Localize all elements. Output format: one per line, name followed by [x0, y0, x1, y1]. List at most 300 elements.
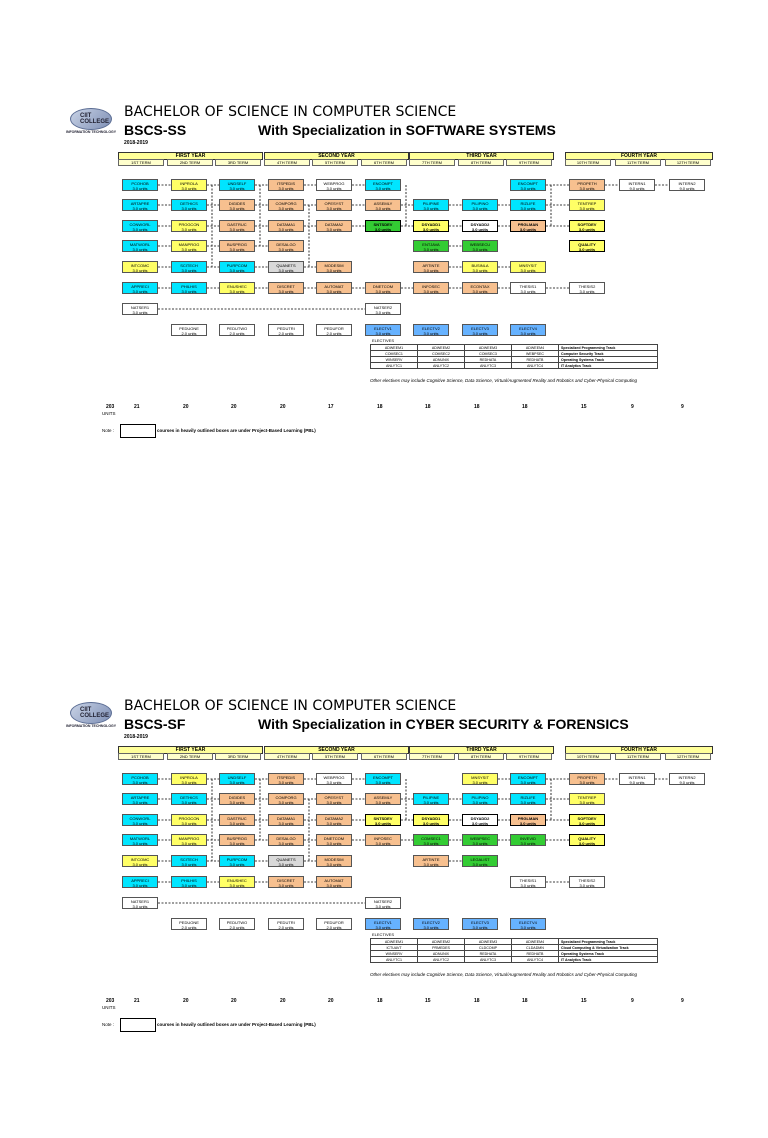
course-box [510, 199, 546, 211]
course-code: DATAMA2 [324, 816, 344, 821]
course-code: PRGLMAN [517, 816, 539, 821]
course-units: 3.0 units [375, 925, 391, 930]
course-units: 3.0 units [375, 289, 391, 294]
course-units: 3.0 units [181, 862, 197, 867]
course-units: 3.0 units [520, 800, 536, 805]
course-code: QUALITY [578, 836, 596, 841]
course-code: MNSYSIT [519, 263, 537, 268]
course-code: ELECTV2 [422, 920, 440, 925]
course-units: 3.0 units [326, 883, 342, 888]
course-code: PEDUONE [179, 326, 199, 331]
course-box [365, 834, 401, 846]
course-units: 9.0 units [679, 780, 695, 785]
course-code: DATAMA1 [276, 816, 296, 821]
course-units: 3.0 units [181, 289, 197, 294]
course-box [219, 773, 255, 785]
course-box [268, 918, 304, 930]
course-code: ELECTV1 [374, 920, 392, 925]
year-header: FOURTH YEAR [565, 746, 713, 754]
course-code: ELECTV4 [519, 326, 537, 331]
course-code: SCITECH [180, 263, 198, 268]
course-box [171, 220, 207, 232]
course-box [316, 773, 352, 785]
course-box [569, 876, 605, 888]
course-code: RIZLIFE [520, 795, 536, 800]
course-units: 3.0 units [423, 331, 439, 336]
course-box [219, 240, 255, 252]
course-code: NATSER2 [373, 305, 393, 310]
elective-code: ADWEEM4 [512, 939, 559, 945]
course-units: 3.0 units [132, 821, 148, 826]
elective-code: ADNUNIX [418, 357, 465, 363]
course-code: MANPROG [178, 836, 200, 841]
term-header: 5TH TERM [312, 753, 358, 760]
year-header: SECOND YEAR [264, 746, 409, 754]
course-units: 3.0 units [278, 862, 294, 867]
course-code: COMPORG [275, 795, 297, 800]
course-units: 3.0 units [132, 268, 148, 273]
course-code: SOFTDEV [577, 816, 597, 821]
program-code: BSCS-SF [124, 716, 186, 732]
course-code: TENTREP [577, 795, 597, 800]
course-code: ENUSHEC [227, 878, 247, 883]
course-units: 3.0 units [374, 821, 392, 826]
course-box [122, 814, 158, 826]
course-units: 3.0 units [326, 780, 342, 785]
course-box [316, 220, 352, 232]
note-text: courses in heavily outlined boxes are under Project-Based Learning (PBL) [157, 1022, 316, 1027]
term-units: 9 [631, 998, 634, 1004]
course-units: 3.0 units [579, 800, 595, 805]
course-units: 3.0 units [423, 268, 439, 273]
course-code: DIGIDES [228, 201, 246, 206]
course-code: MODESIM [324, 857, 344, 862]
course-box [669, 179, 705, 191]
course-code: ITSPEDIS [276, 775, 296, 780]
elective-track: Operating Systems Track [559, 951, 658, 957]
course-box [365, 918, 401, 930]
course-code: WEBSECU [469, 242, 491, 247]
term-header: 9TH TERM [506, 753, 552, 760]
course-units: 2.0 units [326, 925, 342, 930]
course-units: 3.0 units [375, 206, 391, 211]
elective-code: WINSERV [371, 357, 418, 363]
course-code: ITSPEDIS [276, 181, 296, 186]
elective-code: ANLYTC1 [371, 363, 418, 369]
course-units: 3.0 units [229, 206, 245, 211]
course-units: 3.0 units [520, 289, 536, 294]
course-units: 3.0 units [278, 227, 294, 232]
course-units: 9.0 units [629, 780, 645, 785]
course-units: 3.0 units [229, 289, 245, 294]
course-units: 3.0 units [132, 780, 148, 785]
course-code: PHILHIS [181, 878, 197, 883]
year-header: THIRD YEAR [409, 746, 554, 754]
course-box [268, 876, 304, 888]
course-box [569, 220, 605, 232]
course-code: RIZLIFE [520, 201, 536, 206]
course-box [316, 918, 352, 930]
term-units: 9 [631, 404, 634, 410]
term-header: 4TH TERM [264, 753, 310, 760]
course-box [268, 179, 304, 191]
elective-code: ICTUAVT [371, 945, 418, 951]
course-code: MANPROG [178, 242, 200, 247]
course-units: 3.0 units [374, 227, 392, 232]
course-units: 3.0 units [132, 227, 148, 232]
course-code: DETHICS [180, 201, 198, 206]
course-box [316, 282, 352, 294]
course-code: PEDUTWO [226, 326, 248, 331]
course-code: THESIS2 [578, 878, 596, 883]
elective-track: Specialized Programming Track [559, 345, 658, 351]
course-code: OPESYST [324, 795, 344, 800]
course-code: INTERN1 [628, 181, 646, 186]
course-box [413, 220, 449, 232]
term-units: 20 [328, 998, 334, 1004]
course-code: THESIS1 [519, 878, 537, 883]
course-code: ENTJAVA [422, 242, 440, 247]
course-code: BUSPROG [226, 836, 247, 841]
term-units: 20 [183, 404, 189, 410]
course-box [122, 855, 158, 867]
course-code: PHILHIS [181, 284, 197, 289]
course-units: 3.0 units [278, 780, 294, 785]
course-box [510, 324, 546, 336]
course-code: LEGALIST [470, 857, 490, 862]
elective-code: REDHATA [465, 951, 512, 957]
course-units: 3.0 units [181, 780, 197, 785]
course-code: PROGCON [178, 222, 200, 227]
course-units: 3.0 units [278, 841, 294, 846]
course-code: DESALGO [276, 836, 296, 841]
course-box [365, 814, 401, 826]
course-box [462, 918, 498, 930]
course-units: 3.0 units [181, 821, 197, 826]
course-code: PROPETH [577, 775, 597, 780]
course-box [510, 282, 546, 294]
course-code: DESALGO [276, 242, 296, 247]
course-code: INVEVID [519, 836, 536, 841]
course-units: 3.0 units [278, 206, 294, 211]
course-code: ENUSHEC [227, 284, 247, 289]
course-box [268, 324, 304, 336]
course-units: 3.0 units [326, 821, 342, 826]
course-code: DNETCOM [372, 284, 394, 289]
course-box [316, 324, 352, 336]
course-code: DSYADD2 [470, 816, 490, 821]
elective-code: ADWEEM2 [418, 345, 465, 351]
course-code: PCOHOB [131, 181, 149, 186]
term-header: 11TH TERM [615, 753, 661, 760]
course-code: PCOHOB [131, 775, 149, 780]
term-units: 18 [522, 404, 528, 410]
course-box [413, 793, 449, 805]
logo-subtitle: INFORMATION TECHNOLOGY [66, 130, 117, 134]
course-units: 3.0 units [579, 883, 595, 888]
course-units: 3.0 units [132, 904, 148, 909]
course-units: 3.0 units [132, 289, 148, 294]
course-box [413, 282, 449, 294]
course-box [413, 834, 449, 846]
term-units: 18 [425, 404, 431, 410]
course-box [316, 199, 352, 211]
course-code: AUTOMAT [324, 284, 344, 289]
course-code: ECONTAX [470, 284, 490, 289]
term-header: 12TH TERM [665, 753, 711, 760]
course-units: 3.0 units [229, 227, 245, 232]
course-code: WEBPROG [323, 181, 345, 186]
course-code: ELECTV1 [374, 326, 392, 331]
term-header: 7TH TERM [409, 753, 455, 760]
course-box [462, 261, 498, 273]
course-units: 3.0 units [472, 780, 488, 785]
elective-code: ANLYTC4 [512, 957, 559, 963]
course-box [268, 855, 304, 867]
term-units: 18 [377, 404, 383, 410]
course-units: 3.0 units [132, 310, 148, 315]
elective-code: CLDCOMP [465, 945, 512, 951]
course-box [365, 303, 401, 315]
elective-code: ADWEEM4 [512, 345, 559, 351]
course-units: 3.0 units [326, 862, 342, 867]
specialization-title: With Specialization in CYBER SECURITY & FORENSICS [258, 716, 629, 732]
course-box [569, 240, 605, 252]
course-box [462, 199, 498, 211]
course-units: 3.0 units [423, 247, 439, 252]
course-units: 3.0 units [181, 841, 197, 846]
course-box [462, 773, 498, 785]
course-units: 3.0 units [471, 821, 489, 826]
course-code: INTCOMC [130, 263, 150, 268]
elective-code: ANLYTC2 [418, 363, 465, 369]
course-code: ARTINTE [422, 263, 440, 268]
course-box [268, 240, 304, 252]
course-box [171, 834, 207, 846]
course-box [510, 179, 546, 191]
course-box [122, 773, 158, 785]
note-sample-box [120, 424, 156, 438]
course-code: TENTREP [577, 201, 597, 206]
course-code: PEDUONE [179, 920, 199, 925]
course-units: 3.0 units [375, 186, 391, 191]
course-units: 3.0 units [181, 247, 197, 252]
course-box [365, 199, 401, 211]
course-box [462, 240, 498, 252]
course-code: QUANETS [276, 263, 296, 268]
course-units: 3.0 units [422, 821, 440, 826]
academic-year: 2018-2019 [124, 734, 148, 740]
term-header: 10TH TERM [565, 753, 611, 760]
course-box [268, 773, 304, 785]
course-box [462, 793, 498, 805]
course-units: 3.0 units [579, 780, 595, 785]
course-box [122, 240, 158, 252]
course-code: BUSPROG [226, 242, 247, 247]
course-units: 2.0 units [229, 925, 245, 930]
course-box [413, 855, 449, 867]
note-label: Note : [102, 428, 115, 433]
course-box [413, 814, 449, 826]
course-code: PEDUTWO [226, 920, 248, 925]
elective-code: COMSEC2 [418, 351, 465, 357]
course-box [219, 855, 255, 867]
course-box [619, 179, 655, 191]
course-units: 3.0 units [326, 206, 342, 211]
course-code: SNTSDEV [373, 816, 393, 821]
logo-text: CIIT COLLEGE [80, 707, 110, 719]
course-units: 3.0 units [472, 289, 488, 294]
course-code: PILIPINE [422, 795, 440, 800]
course-box [122, 876, 158, 888]
course-code: NATSER1 [130, 899, 150, 904]
elective-code: PRMEDES [418, 945, 465, 951]
course-code: DASTRUC [227, 222, 247, 227]
course-units: 3.0 units [278, 800, 294, 805]
course-units: 3.0 units [520, 883, 536, 888]
course-box [510, 793, 546, 805]
course-code: PEDUTRI [277, 920, 295, 925]
elective-code: ADWEEM1 [371, 345, 418, 351]
course-units: 2.0 units [181, 331, 197, 336]
course-code: INTERN1 [628, 775, 646, 780]
course-units: 3.0 units [578, 227, 596, 232]
course-box [413, 918, 449, 930]
course-units: 3.0 units [579, 206, 595, 211]
course-units: 9.0 units [679, 186, 695, 191]
course-units: 3.0 units [520, 780, 536, 785]
course-code: DASTRUC [227, 816, 247, 821]
term-units: 18 [474, 404, 480, 410]
course-units: 3.0 units [132, 186, 148, 191]
term-units: 9 [681, 998, 684, 1004]
course-units: 3.0 units [229, 883, 245, 888]
course-code: WEBPSEC [469, 836, 490, 841]
course-code: DIGIDES [228, 795, 246, 800]
course-code: PURPCOM [226, 263, 248, 268]
course-box [462, 855, 498, 867]
logo-subtitle: INFORMATION TECHNOLOGY [66, 724, 117, 728]
term-units: 15 [425, 998, 431, 1004]
term-units: 18 [522, 998, 528, 1004]
course-box [171, 179, 207, 191]
course-code: ELECTV4 [519, 920, 537, 925]
course-code: QUANETS [276, 857, 296, 862]
course-box [122, 282, 158, 294]
academic-year: 2018-2019 [124, 140, 148, 146]
course-box [171, 918, 207, 930]
course-units: 3.0 units [520, 841, 536, 846]
course-code: ELECTV3 [471, 326, 489, 331]
note-sample-box [120, 1018, 156, 1032]
course-box [171, 876, 207, 888]
course-box [219, 793, 255, 805]
course-box [510, 876, 546, 888]
elective-track: IT Analytics Track [559, 363, 658, 369]
course-units: 3.0 units [579, 186, 595, 191]
course-box [171, 793, 207, 805]
course-units: 3.0 units [422, 227, 440, 232]
course-units: 2.0 units [326, 331, 342, 336]
course-units: 3.0 units [132, 883, 148, 888]
course-units: 3.0 units [375, 310, 391, 315]
course-units: 3.0 units [375, 331, 391, 336]
course-box [122, 793, 158, 805]
course-code: PROGCON [178, 816, 200, 821]
term-header: 3RD TERM [215, 159, 261, 166]
course-code: ARTINTE [422, 857, 440, 862]
note-text: courses in heavily outlined boxes are under Project-Based Learning (PBL) [157, 428, 316, 433]
specialization-title: With Specialization in SOFTWARE SYSTEMS [258, 122, 556, 138]
course-box [510, 834, 546, 846]
course-code: INPROLA [180, 181, 198, 186]
term-header: 8TH TERM [458, 159, 504, 166]
course-code: SNTSDEV [373, 222, 393, 227]
term-units: 18 [474, 998, 480, 1004]
term-units: 21 [134, 404, 140, 410]
other-electives-note: Other electives may include Cognitive Science, Data Science, Virtual/Augmented Reality and Robotics and Cyber-Physical Computing [370, 378, 637, 383]
course-units: 3.0 units [472, 247, 488, 252]
term-header: 6TH TERM [361, 753, 407, 760]
course-box [268, 261, 304, 273]
term-header: 10TH TERM [565, 159, 611, 166]
course-units: 3.0 units [181, 800, 197, 805]
course-code: INFOSEC [422, 284, 440, 289]
course-box [510, 261, 546, 273]
course-units: 2.0 units [181, 925, 197, 930]
course-units: 2.0 units [229, 331, 245, 336]
course-code: PEDUFOR [324, 326, 344, 331]
course-code: DSYADD2 [470, 222, 490, 227]
course-code: PILIPINO [471, 201, 489, 206]
term-units: 20 [183, 998, 189, 1004]
course-box [171, 855, 207, 867]
note-label: Note : [102, 1022, 115, 1027]
course-box [569, 773, 605, 785]
course-box [316, 876, 352, 888]
term-units: 15 [581, 998, 587, 1004]
course-units: 3.0 units [229, 186, 245, 191]
elective-code: ANLYTC3 [465, 957, 512, 963]
course-units: 3.0 units [132, 247, 148, 252]
course-box [413, 261, 449, 273]
course-code: NATSER2 [373, 899, 393, 904]
course-box [268, 220, 304, 232]
course-box [122, 897, 158, 909]
course-code: MATWORL [129, 836, 151, 841]
course-code: THESIS1 [519, 284, 537, 289]
course-code: PROPETH [577, 181, 597, 186]
course-box [219, 179, 255, 191]
course-box [122, 179, 158, 191]
course-box [569, 199, 605, 211]
electives-label: ELECTIVES [372, 338, 395, 343]
course-code: PEDUFOR [324, 920, 344, 925]
course-box [171, 324, 207, 336]
school-logo [66, 108, 116, 136]
course-units: 3.0 units [375, 800, 391, 805]
course-code: DNETCOM [323, 836, 345, 841]
term-header: 5TH TERM [312, 159, 358, 166]
course-code: INPROLA [180, 775, 198, 780]
elective-code: WEBPSEC [512, 351, 559, 357]
course-units: 3.0 units [472, 800, 488, 805]
term-units: 9 [681, 404, 684, 410]
course-units: 3.0 units [472, 268, 488, 273]
year-header: SECOND YEAR [264, 152, 409, 160]
course-box [669, 773, 705, 785]
program-title: BACHELOR OF SCIENCE IN COMPUTER SCIENCE [124, 104, 457, 120]
